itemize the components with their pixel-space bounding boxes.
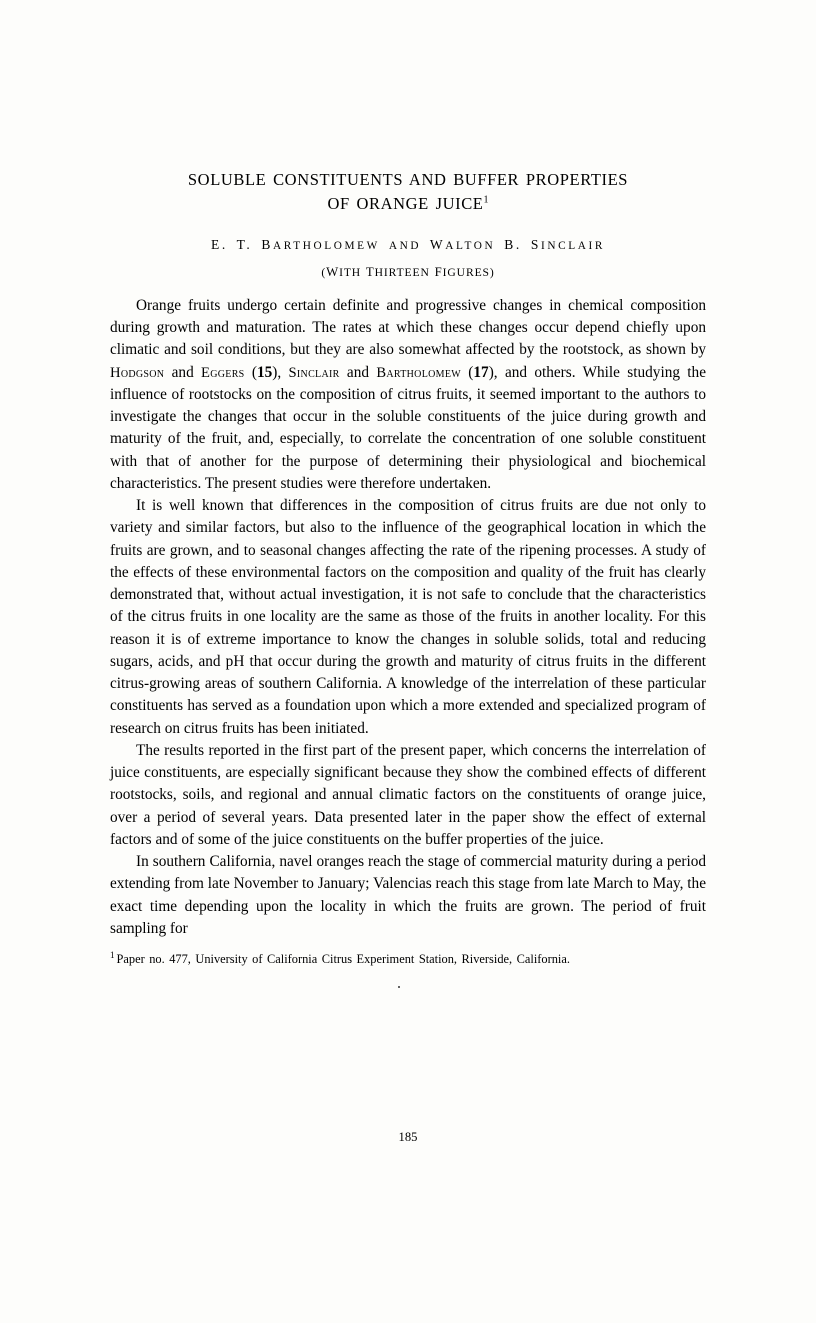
figures-note-text: (WITH THIRTEEN FIGURES) <box>321 264 495 279</box>
title-footnote-marker: 1 <box>483 194 489 206</box>
body-text <box>110 295 706 940</box>
title-line-2-wrap <box>110 192 706 216</box>
author-byline <box>110 237 706 253</box>
paragraph-2: It is well known that differences in the composition of citrus fruits are due not only to variety and similar factors, but also to the influence of the geographical location in which the fruits are grown, and to seasonal changes affecting the rate of the ripening processes. A study of the effects of these environmental factors on the composition and quality of the fruit has clearly demonstrated that, without actual investigation, it is not safe to conclude that the characteristics of the citrus fruits in one locality are the same as those of the fruits in another locality. For this reason it is of extreme importance to know the changes in soluble solids, total and reducing sugars, acids, and pH that occur during the growth and maturity of citrus fruits in the different citrus-growing areas of southern California. A knowledge of the interrelation of these particular constituents has served as a foundation upon which a more extended and specialized program of research on citrus fruits has been initiated. <box>110 497 706 737</box>
article-content <box>110 168 706 969</box>
title-line-1: SOLUBLE CONSTITUENTS AND BUFFER PROPERTIES <box>187 170 629 189</box>
figures-note <box>110 265 706 280</box>
title-line-2: OF ORANGE JUICE <box>327 193 484 213</box>
ink-speck <box>398 986 400 988</box>
page-title <box>110 168 706 216</box>
paragraph-4: In southern California, navel oranges reach the stage of commercial maturity during a period extending from late November to January; Valencias reach this stage from late March to May, the exact time depending upon the locality in which the fruits are grown. The period of fruit sampling for <box>110 853 706 937</box>
author-names: E. T. BARTHOLOMEW AND WALTON B. SINCLAIR <box>211 236 605 252</box>
paragraph-3: The results reported in the first part of the present paper, which concerns the interrelation of juice constituents, are especially significant because they show the combined effects of different rootstocks, soils, and regional and annual climatic factors on the constituents of orange juice, over a period of several years. Data presented later in the paper show the effect of external factors and of some of the juice constituents on the buffer properties of the juice. <box>110 741 706 848</box>
page-number: 185 <box>398 1130 418 1144</box>
footnote-text: Paper no. 477, University of California Citrus Experiment Station, Riverside, California. <box>116 952 570 967</box>
footnote-marker: 1 <box>110 950 115 961</box>
footnote <box>110 949 706 969</box>
paragraph-1: Orange fruits undergo certain definite and progressive changes in chemical composition during growth and maturation. The rates at which these changes occur depend chiefly upon climatic and soil conditions, but they are also somewhat affected by the rootstock, as shown by Hodgson and Eggers (15), Sinclair and Bartholomew (17), and others. While studying the influence of rootstocks on the composition of citrus fruits, it seemed important to the authors to investigate the changes that occur in the soluble constituents of the juice during growth and maturity of the fruit, and, especially, to correlate the concentration of one soluble constituent with that of another for the purpose of determining their physiological and biochemical characteristics. The present studies were therefore undertaken. <box>110 296 706 492</box>
